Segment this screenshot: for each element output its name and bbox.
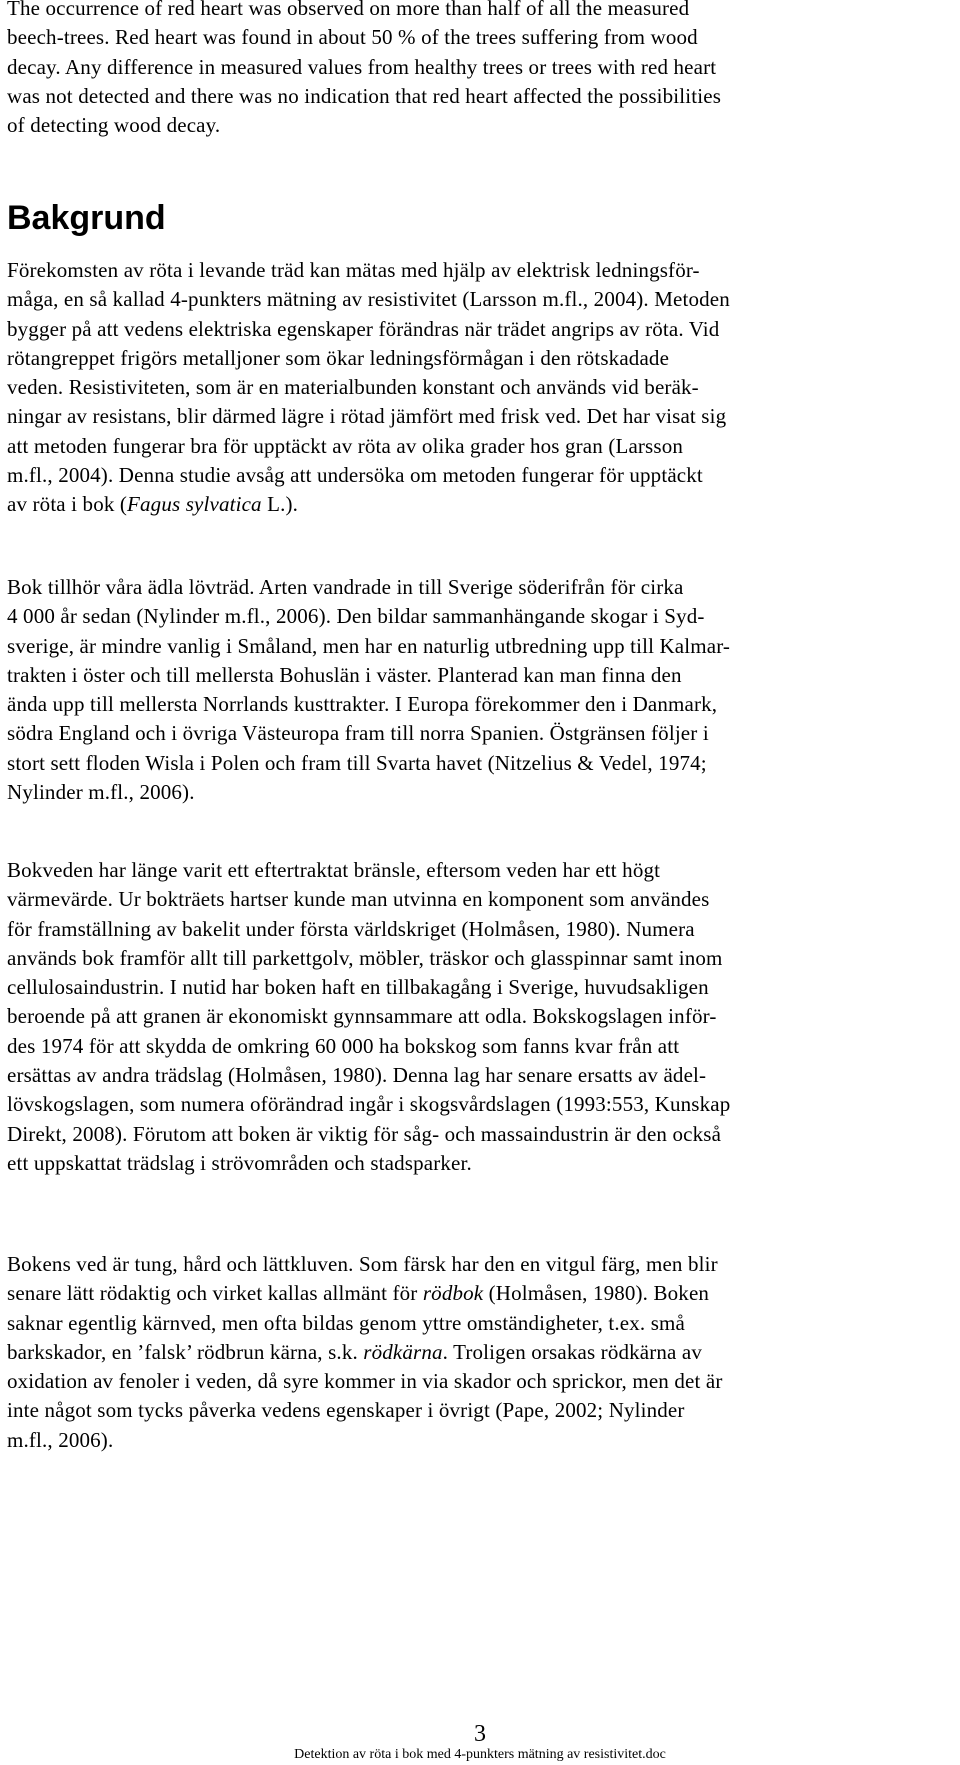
term-italic: rödbok <box>422 1281 484 1306</box>
text-line <box>7 1279 722 1308</box>
text-line: Nylinder m.fl., 2006). <box>7 780 195 805</box>
text-line: att metoden fungerar bra för upptäckt av röta av olika grader hos gran (Larsson <box>7 433 684 458</box>
body-paragraph-3 <box>7 856 730 1178</box>
section-heading: Bakgrund <box>7 199 166 237</box>
text-line: The occurrence of red heart was observed on more than half of all the measured <box>7 0 690 20</box>
text-line: Direkt, 2008). Förutom att boken är viktig för såg- och massaindustrin är den också <box>7 1121 722 1146</box>
text-line: rötangreppet frigörs metalljoner som ökar ledningsförmågan i den rötskadade <box>7 345 670 370</box>
text-line: används bok framför allt till parkettgolv, möbler, träskor och glasspinnar samt inom <box>7 945 723 970</box>
text-line: cellulosaindustrin. I nutid har boken haft en tillbakagång i Sverige, huvudsakligen <box>7 975 709 1000</box>
text-line: lövskogslagen, som numera oförändrad ingår i skogsvårdslagen (1993:553, Kunskap <box>7 1092 731 1117</box>
text-line: inte något som tycks påverka vedens egenskaper i övrigt (Pape, 2002; Nylinder <box>7 1398 685 1423</box>
text-run: (Holmåsen, 1980). Boken <box>483 1281 710 1306</box>
term-italic: rödkärna <box>363 1339 443 1364</box>
footer-document-name: Detektion av röta i bok med 4-punkters mätning av resistivitet.doc <box>294 1747 666 1762</box>
text-line: of detecting wood decay. <box>7 113 221 138</box>
text-line: södra England och i övriga Västeuropa fram till norra Spanien. Östgränsen följer i <box>7 721 709 746</box>
text-line: ända upp till mellersta Norrlands kusttrakter. I Europa förekommer den i Danmark, <box>7 692 718 717</box>
body-paragraph-1 <box>7 256 730 520</box>
text-run: av röta i bok ( <box>7 492 128 517</box>
text-line: saknar egentlig kärnved, men ofta bildas genom yttre omständigheter, t.ex. små <box>7 1310 685 1335</box>
text-line: Bokveden har länge varit ett eftertraktat bränsle, eftersom veden har ett högt <box>7 858 661 882</box>
text-line: Bok tillhör våra ädla lövträd. Arten vandrade in till Sverige söderifrån för cirka <box>7 575 684 599</box>
text-line: ningar av resistans, blir därmed lägre i rötad jämfört med frisk ved. Det har visat sig <box>7 404 727 429</box>
text-line: beech-trees. Red heart was found in about 50 % of the trees suffering from wood <box>7 25 698 50</box>
page-number: 3 <box>474 1721 486 1747</box>
body-paragraph-4 <box>7 1250 722 1455</box>
text-line: stort sett floden Wisla i Polen och fram till Svarta havet (Nitzelius & Vedel, 1974; <box>7 750 707 775</box>
text-line: veden. Resistiviteten, som är en materialbunden konstant och används vid beräk- <box>7 375 699 400</box>
text-line <box>7 490 730 519</box>
text-line: beroende på att granen är ekonomiskt gynnsammare att odla. Bokskogslagen inför- <box>7 1004 717 1029</box>
body-paragraph-2 <box>7 573 730 807</box>
text-run: . Troligen orsakas rödkärna av <box>442 1339 703 1364</box>
text-line <box>7 1338 722 1367</box>
text-line: decay. Any difference in measured values from healthy trees or trees with red heart <box>7 54 717 79</box>
text-line: Förekomsten av röta i levande träd kan mätas med hjälp av elektrisk ledningsför- <box>7 258 700 282</box>
text-line: des 1974 för att skydda de omkring 60 000 ha bokskog som fanns kvar från att <box>7 1033 680 1058</box>
text-line: m.fl., 2006). <box>7 1427 114 1452</box>
species-name-italic: Fagus sylvatica <box>127 492 262 517</box>
text-run: barkskador, en ’falsk’ rödbrun kärna, s.k. <box>7 1339 364 1364</box>
text-line: ersättas av andra trädslag (Holmåsen, 1980). Denna lag har senare ersatts av ädel- <box>7 1063 707 1088</box>
text-line: 4 000 år sedan (Nylinder m.fl., 2006). Den bildar sammanhängande skogar i Syd- <box>7 604 705 629</box>
text-line: sverige, är mindre vanlig i Småland, men har en naturlig utbredning upp till Kalmar- <box>7 633 731 658</box>
text-line: oxidation av fenoler i veden, då syre kommer in via skador och sprickor, men det är <box>7 1369 723 1394</box>
text-line: måga, en så kallad 4-punkters mätning av resistivitet (Larsson m.fl., 2004). Metoden <box>7 287 730 312</box>
text-line: was not detected and there was no indication that red heart affected the possibilities <box>7 83 722 108</box>
text-line: m.fl., 2004). Denna studie avsåg att undersöka om metoden fungerar för upptäckt <box>7 463 703 488</box>
text-line: bygger på att vedens elektriska egenskaper förändras när trädet angrips av röta. Vid <box>7 316 720 341</box>
text-line: Bokens ved är tung, hård och lättkluven. Som färsk har den en vitgul färg, men blir <box>7 1252 718 1276</box>
text-line: värmevärde. Ur bokträets hartser kunde man utvinna en komponent som användes <box>7 887 710 912</box>
text-line: trakten i öster och till mellersta Bohuslän i väster. Planterad kan man finna den <box>7 662 682 687</box>
text-line: för framställning av bakelit under första världskriget (Holmåsen, 1980). Numera <box>7 916 695 941</box>
text-run: senare lätt rödaktig och virket kallas allmänt för <box>7 1281 423 1306</box>
abstract-paragraph <box>7 0 721 140</box>
text-line: ett uppskattat trädslag i strövområden och stadsparker. <box>7 1150 472 1175</box>
text-run: L.). <box>261 492 299 517</box>
